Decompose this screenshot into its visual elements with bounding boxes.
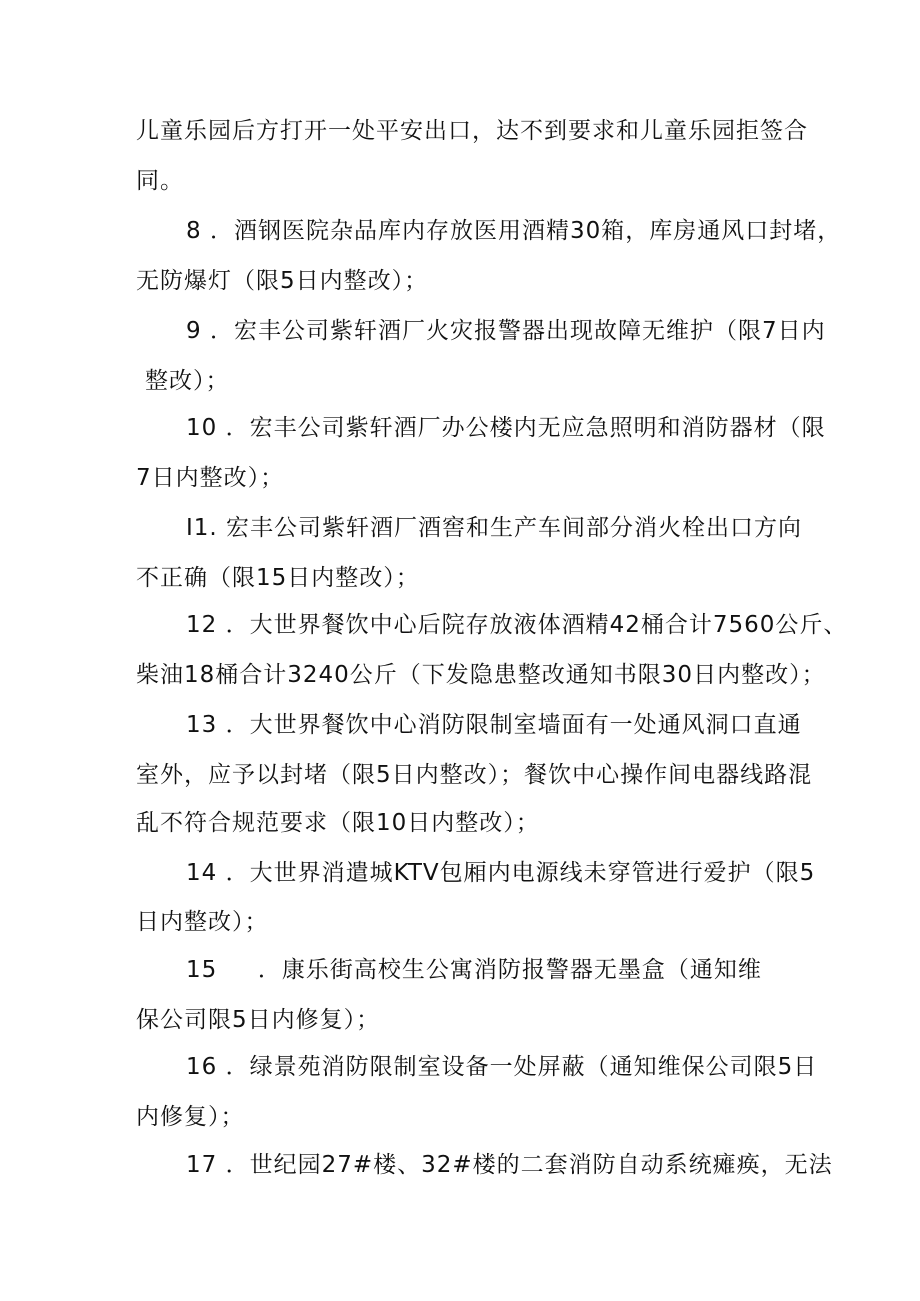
text-line: 同。 xyxy=(136,168,184,194)
text-line: 整改）； xyxy=(145,368,230,394)
text-line: 15 ．康乐街高校生公寓消防报警器无墨盒（通知维 xyxy=(186,957,762,983)
text-line: 柴油18桶合计3240公斤（下发隐患整改通知书限30日内整改）； xyxy=(136,662,826,688)
text-line: 10 ．宏丰公司紫轩酒厂办公楼内无应急照明和消防器材（限 xyxy=(186,415,826,441)
text-line: 室外，应予以封堵（限5日内整改）；餐饮中心操作间电器线路混 xyxy=(136,762,813,788)
text-line: 无防爆灯（限5日内整改）； xyxy=(136,268,429,294)
text-line: 8 ．酒钢医院杂品库内存放医用酒精30箱，库房通风口封堵， xyxy=(186,218,842,244)
text-line: 保公司限5日内修复）； xyxy=(136,1007,381,1033)
text-line: 17 ．世纪园27#楼、32#楼的二套消防自动系统瘫痪，无法 xyxy=(186,1152,833,1178)
text-line: 不正确（限15日内整改）； xyxy=(136,565,420,591)
text-line: 儿童乐园后方打开一处平安出口，达不到要求和儿童乐园拒签合 xyxy=(136,118,808,144)
text-line: 16 ．绿景苑消防限制室设备一处屏蔽（通知维保公司限5日 xyxy=(186,1054,818,1080)
text-line: I1. 宏丰公司紫轩酒厂酒窖和生产车间部分消火栓出口方向 xyxy=(186,515,803,541)
text-line: 12 ．大世界餐饮中心后院存放液体酒精42桶合计7560公斤、 xyxy=(186,612,848,638)
text-line: 内修复）； xyxy=(136,1104,245,1130)
text-line: 乱不符合规范要求（限10日内整改）； xyxy=(136,810,540,836)
text-line: 7日内整改）； xyxy=(136,465,285,491)
text-line: 14 ．大世界消遣城KTV包厢内电源线未穿管进行爱护（限5 xyxy=(186,860,816,886)
text-line: 13 ．大世界餐饮中心消防限制室墙面有一处通风洞口直通 xyxy=(186,712,802,738)
text-line: 9 ．宏丰公司紫轩酒厂火灾报警器出现故障无维护（限7日内 xyxy=(186,318,826,344)
text-line: 日内整改）； xyxy=(136,909,269,935)
